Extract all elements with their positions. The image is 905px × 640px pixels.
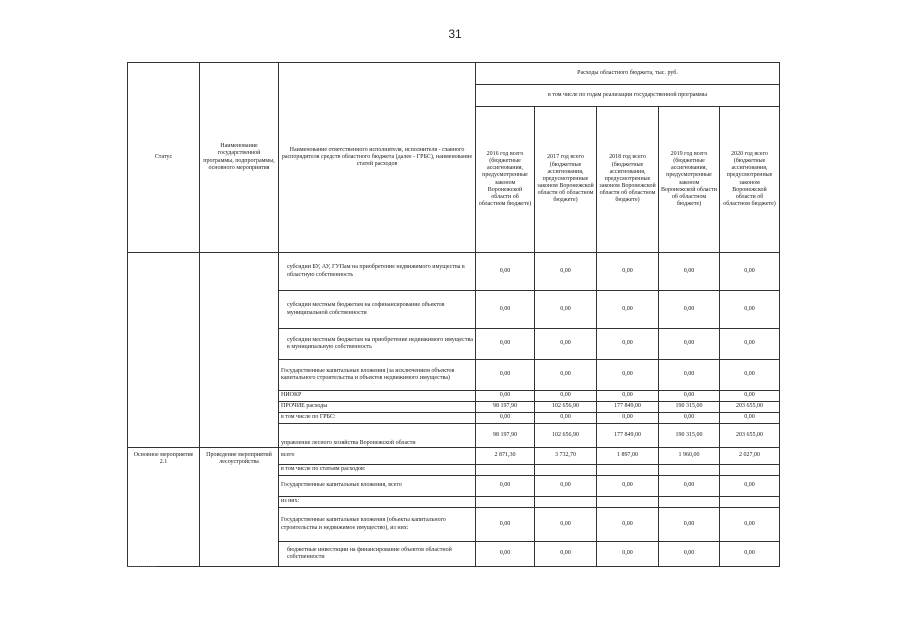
value-2020: 203 655,00 [720, 424, 780, 448]
header-executor: Наименование ответственного исполнителя, исполнителя - главного распорядителя средств областного бюджета (далее - ГРБС), наименование статей расходов [279, 63, 476, 253]
table-row [128, 253, 780, 291]
value-2018: 177 849,00 [597, 424, 659, 448]
status-cell-empty [128, 253, 200, 448]
budget-table [127, 62, 780, 567]
header-expenses-title: Расходы областного бюджета, тыс. руб. [476, 63, 780, 85]
row-label: бюджетные инвестиции на финансирование объектов областной собственности [279, 542, 476, 567]
value-2016 [476, 465, 535, 476]
row-label: Государственные капитальные вложения, всего [279, 476, 476, 497]
value-2020: 0,00 [720, 508, 780, 542]
value-2018 [597, 497, 659, 508]
value-2016: 0,00 [476, 253, 535, 291]
value-2019: 0,00 [659, 329, 720, 360]
value-2016: 2 871,30 [476, 448, 535, 465]
header-year-2019: 2019 год всего (бюджетные ассигнования, предусмотренные законом Воронежской области об областном бюджете) [659, 107, 720, 253]
value-2017: 0,00 [535, 542, 597, 567]
value-2019: 190 315,00 [659, 424, 720, 448]
value-2016: 0,00 [476, 291, 535, 329]
value-2017: 0,00 [535, 360, 597, 391]
value-2020: 203 655,00 [720, 402, 780, 413]
row-label: Государственные капитальные вложения (объекты капитального строительства и недвижимое имущество), из них: [279, 508, 476, 542]
value-2017: 0,00 [535, 476, 597, 497]
row-label: Государственные капитальные вложения (за исключением объектов капитального строительства и объектов недвижимого имущества) [279, 360, 476, 391]
header-by-years: в том числе по годам реализации государственной программы [476, 85, 780, 107]
value-2020: 0,00 [720, 476, 780, 497]
table-row [128, 448, 780, 465]
value-2016: 0,00 [476, 329, 535, 360]
value-2018: 0,00 [597, 476, 659, 497]
row-label: в том числе по ГРБС: [279, 413, 476, 424]
value-2020 [720, 465, 780, 476]
value-2017 [535, 465, 597, 476]
value-2020: 0,00 [720, 542, 780, 567]
value-2016: 0,00 [476, 508, 535, 542]
value-2019: 0,00 [659, 360, 720, 391]
value-2019: 190 315,00 [659, 402, 720, 413]
program-name-cell: Проведение мероприятий лесоустройства [200, 448, 279, 567]
value-2016: 98 197,90 [476, 424, 535, 448]
value-2020: 0,00 [720, 329, 780, 360]
value-2016: 0,00 [476, 391, 535, 402]
value-2019: 0,00 [659, 508, 720, 542]
value-2017: 0,00 [535, 508, 597, 542]
value-2018: 1 897,00 [597, 448, 659, 465]
value-2020: 0,00 [720, 291, 780, 329]
page-number: 31 [448, 27, 462, 41]
value-2019: 0,00 [659, 413, 720, 424]
value-2016: 98 197,90 [476, 402, 535, 413]
value-2017: 0,00 [535, 329, 597, 360]
value-2018: 0,00 [597, 329, 659, 360]
value-2020: 0,00 [720, 413, 780, 424]
value-2017 [535, 497, 597, 508]
value-2017: 3 732,70 [535, 448, 597, 465]
value-2020 [720, 497, 780, 508]
value-2019: 0,00 [659, 291, 720, 329]
value-2018: 177 849,00 [597, 402, 659, 413]
scan-edge-mark [127, 566, 157, 569]
row-label: из них: [279, 497, 476, 508]
value-2019: 1 960,00 [659, 448, 720, 465]
value-2020: 0,00 [720, 253, 780, 291]
value-2018: 0,00 [597, 360, 659, 391]
value-2016: 0,00 [476, 413, 535, 424]
value-2018: 0,00 [597, 413, 659, 424]
row-label: субсидии БУ, АУ, ГУПам на приобретение недвижимого имущества в областную собственность [279, 253, 476, 291]
row-label: ПРОЧИЕ расходы [279, 402, 476, 413]
value-2020: 2 027,00 [720, 448, 780, 465]
row-label: в том числе по статьям расходов: [279, 465, 476, 476]
header-program-name: Наименование государственной программы, подпрограммы, основного мероприятия [200, 63, 279, 253]
value-2019: 0,00 [659, 542, 720, 567]
header-year-2016: 2016 год всего (бюджетные ассигнования, предусмотренные законом Воронежской области об областном бюджете) [476, 107, 535, 253]
value-2018: 0,00 [597, 391, 659, 402]
value-2019 [659, 465, 720, 476]
row-label: всего [279, 448, 476, 465]
value-2019: 0,00 [659, 476, 720, 497]
row-label: НИОКР [279, 391, 476, 402]
value-2020: 0,00 [720, 360, 780, 391]
header-status: Статус [128, 63, 200, 253]
header-year-2018: 2018 год всего (бюджетные ассигнования, предусмотренные законом Воронежской области об областном бюджете) [597, 107, 659, 253]
value-2017: 0,00 [535, 253, 597, 291]
value-2017: 0,00 [535, 413, 597, 424]
value-2018: 0,00 [597, 508, 659, 542]
value-2019 [659, 497, 720, 508]
value-2016: 0,00 [476, 360, 535, 391]
value-2019: 0,00 [659, 253, 720, 291]
value-2016: 0,00 [476, 476, 535, 497]
status-cell: Основное мероприятие 2.1 [128, 448, 200, 567]
value-2016: 0,00 [476, 542, 535, 567]
row-label: субсидии местным бюджетам на приобретение недвижимого имущества в муниципальную собственность [279, 329, 476, 360]
value-2018: 0,00 [597, 542, 659, 567]
value-2017: 0,00 [535, 391, 597, 402]
header-year-2020: 2020 год всего (бюджетные ассигнования, предусмотренные законом Воронежской области об областном бюджете) [720, 107, 780, 253]
value-2018 [597, 465, 659, 476]
header-year-2017: 2017 год всего (бюджетные ассигнования, предусмотренные законом Воронежской области об областном бюджете) [535, 107, 597, 253]
value-2019: 0,00 [659, 391, 720, 402]
value-2017: 102 656,90 [535, 424, 597, 448]
value-2018: 0,00 [597, 291, 659, 329]
row-label: управление лесного хозяйства Воронежской области [279, 424, 476, 448]
value-2017: 0,00 [535, 291, 597, 329]
value-2016 [476, 497, 535, 508]
row-label: субсидии местным бюджетам на софинансирование объектов муниципальной собственности [279, 291, 476, 329]
program-cell-empty [200, 253, 279, 448]
value-2018: 0,00 [597, 253, 659, 291]
value-2017: 102 656,90 [535, 402, 597, 413]
value-2020: 0,00 [720, 391, 780, 402]
